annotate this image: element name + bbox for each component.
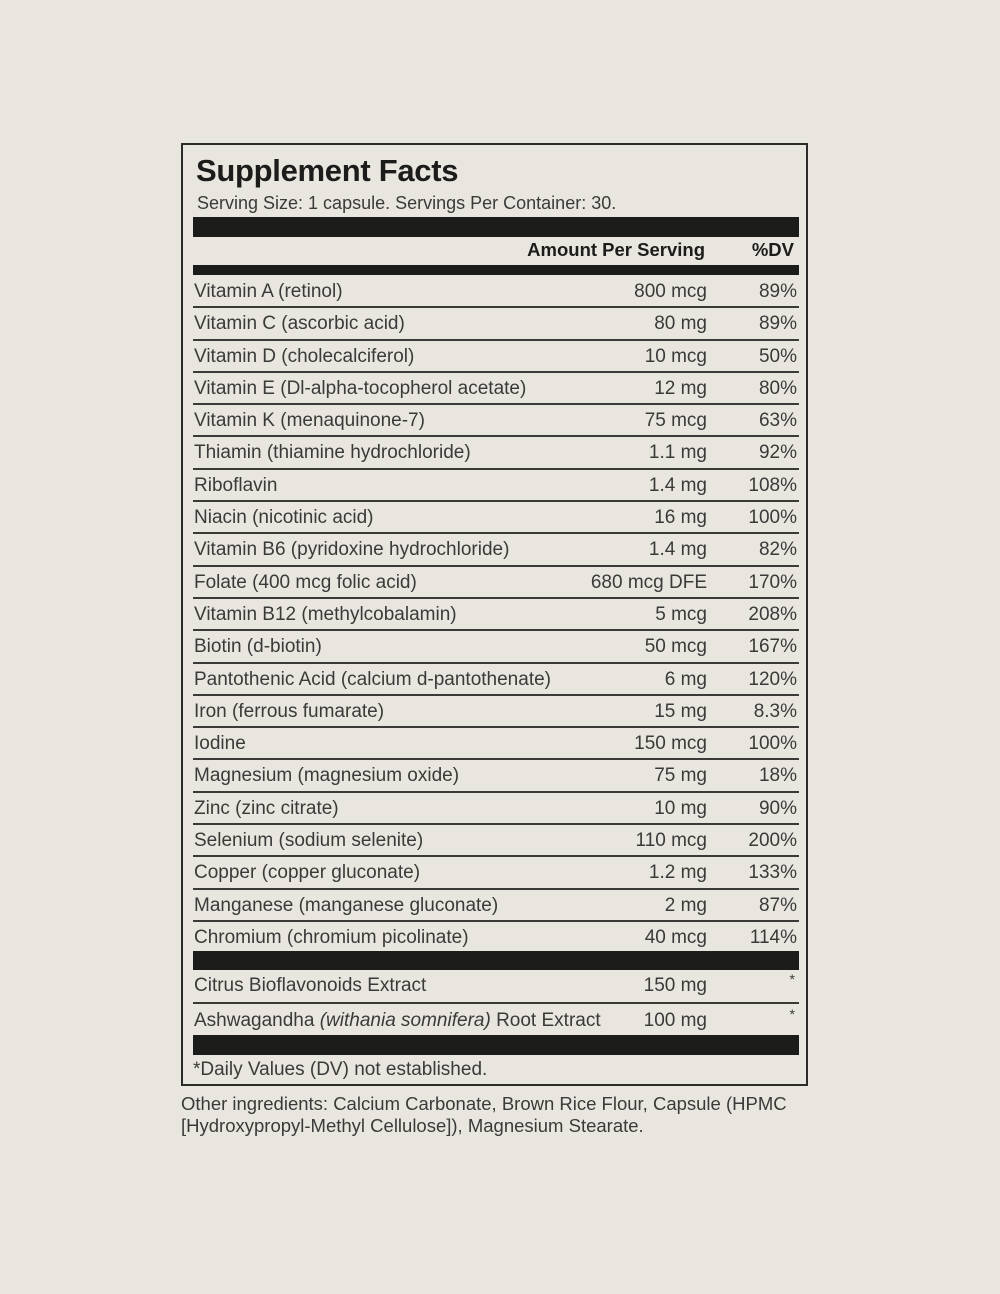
nutrient-dv: 82% [758, 539, 797, 561]
table-row [193, 793, 799, 825]
nutrient-dv: 87% [758, 894, 797, 916]
nutrient-dv: 108% [748, 474, 797, 496]
nutrient-amount: 50 mcg [644, 636, 707, 658]
extract-dv: * [789, 1006, 795, 1022]
table-row [193, 502, 799, 534]
nutrient-table [193, 276, 799, 954]
nutrient-amount: 2 mg [664, 894, 707, 916]
table-row [193, 969, 799, 1004]
nutrient-amount: 1.2 mg [648, 862, 707, 884]
nutrient-dv: 80% [758, 377, 797, 399]
table-row [193, 276, 799, 308]
nutrient-dv: 50% [758, 345, 797, 367]
table-row [193, 308, 799, 340]
nutrient-name: Vitamin A (retinol) [194, 281, 343, 302]
table-row [193, 437, 799, 469]
extracts-table [193, 969, 799, 1039]
nutrient-dv: 114% [749, 926, 797, 948]
nutrient-name: Thiamin (thiamine hydrochloride) [194, 442, 471, 464]
nutrient-name: Manganese (manganese gluconate) [194, 894, 499, 916]
nutrient-name: Chromium (chromium picolinate) [194, 926, 469, 948]
nutrient-dv: 200% [748, 830, 797, 852]
table-row [193, 405, 799, 437]
nutrient-dv: 167% [748, 636, 797, 658]
nutrient-name: Riboflavin [194, 474, 278, 496]
nutrient-amount: 1.4 mg [648, 474, 707, 496]
nutrient-amount: 15 mg [654, 700, 707, 722]
nutrient-amount: 40 mcg [644, 926, 707, 948]
nutrient-dv: 100% [748, 507, 797, 529]
table-row [193, 1004, 799, 1039]
nutrient-amount: 150 mcg [634, 733, 707, 755]
table-row [193, 728, 799, 760]
nutrient-name: Copper (copper gluconate) [194, 862, 421, 884]
nutrient-amount: 110 mcg [635, 830, 707, 852]
nutrient-dv: 63% [758, 410, 797, 432]
amount-per-serving-header: Amount Per Serving [527, 239, 705, 260]
table-row [193, 857, 799, 889]
table-row [193, 922, 799, 954]
extracts-thick-rule [193, 951, 799, 970]
nutrient-amount: 1.1 mg [648, 442, 707, 464]
nutrient-name: Niacin (nicotinic acid) [194, 507, 374, 529]
nutrient-amount: 10 mcg [644, 345, 707, 367]
dv-header: %DV [751, 239, 794, 260]
nutrient-name: Zinc (zinc citrate) [194, 797, 339, 819]
label-title: Supplement Facts [196, 153, 459, 188]
nutrient-dv: 18% [758, 765, 797, 787]
nutrient-name: Iron (ferrous fumarate) [194, 700, 385, 722]
serving-info: Serving Size: 1 capsule. Servings Per Container: 30. [197, 193, 617, 213]
nutrient-amount: 1.4 mg [648, 539, 707, 561]
nutrient-dv: 90% [758, 797, 797, 819]
nutrient-dv: 120% [748, 668, 797, 690]
extract-dv: * [789, 971, 795, 987]
nutrient-name: Vitamin E (Dl-alpha-tocopherol acetate) [194, 377, 527, 399]
table-row [193, 890, 799, 922]
nutrient-dv: 89% [758, 313, 797, 335]
bottom-thick-rule [193, 1035, 799, 1055]
nutrient-name: Pantothenic Acid (calcium d-pantothenate) [194, 668, 551, 690]
nutrient-amount: 10 mg [654, 797, 707, 819]
table-row [193, 373, 799, 405]
nutrient-name: Vitamin B6 (pyridoxine hydrochloride) [194, 539, 510, 561]
nutrient-amount: 12 mg [654, 377, 707, 399]
nutrient-amount: 680 mcg DFE [590, 571, 707, 593]
nutrient-dv: 100% [748, 733, 797, 755]
nutrient-name: Selenium (sodium selenite) [194, 830, 424, 852]
table-row [193, 825, 799, 857]
header-thick-rule [193, 265, 799, 275]
top-thick-rule [193, 217, 799, 237]
nutrient-dv: 89% [758, 281, 797, 302]
nutrient-name: Vitamin K (menaquinone-7) [194, 410, 425, 432]
nutrient-amount: 6 mg [664, 668, 707, 690]
nutrient-name: Folate (400 mcg folic acid) [194, 571, 417, 593]
table-row [193, 534, 799, 566]
nutrient-dv: 170% [748, 571, 797, 593]
table-row [193, 760, 799, 792]
nutrient-amount: 75 mcg [644, 410, 707, 432]
extract-amount: 150 mg [643, 975, 707, 996]
nutrient-dv: 8.3% [753, 700, 797, 722]
table-row [193, 631, 799, 663]
nutrient-amount: 800 mcg [634, 281, 707, 302]
nutrient-amount: 75 mg [654, 765, 707, 787]
table-row [193, 664, 799, 696]
nutrient-amount: 16 mg [654, 507, 707, 529]
extract-name: Citrus Bioflavonoids Extract [194, 975, 427, 996]
dv-footnote: *Daily Values (DV) not established. [193, 1059, 488, 1080]
table-row [193, 696, 799, 728]
other-ingredients: Other ingredients: Calcium Carbonate, Brown Rice Flour, Capsule (HPMC [Hydroxypropyl-Methyl Cellulose]), Magnesium Stearate. [181, 1093, 787, 1136]
nutrient-amount: 5 mcg [655, 603, 707, 625]
nutrient-dv: 208% [748, 603, 797, 625]
extract-name: Ashwagandha (withania somnifera) Root Extract [194, 1010, 601, 1031]
table-row [193, 341, 799, 373]
nutrient-name: Biotin (d-biotin) [194, 636, 322, 658]
table-row [193, 599, 799, 631]
table-row [193, 470, 799, 502]
nutrient-name: Vitamin D (cholecalciferol) [194, 345, 415, 367]
nutrient-name: Iodine [194, 733, 246, 755]
extract-amount: 100 mg [643, 1010, 707, 1031]
nutrient-name: Vitamin B12 (methylcobalamin) [194, 603, 457, 625]
nutrient-name: Magnesium (magnesium oxide) [194, 765, 460, 787]
table-row [193, 567, 799, 599]
nutrient-amount: 80 mg [654, 313, 707, 335]
nutrient-dv: 92% [758, 442, 797, 464]
supplement-facts-panel [181, 143, 808, 1086]
nutrient-dv: 133% [748, 862, 797, 884]
nutrient-name: Vitamin C (ascorbic acid) [194, 313, 405, 335]
